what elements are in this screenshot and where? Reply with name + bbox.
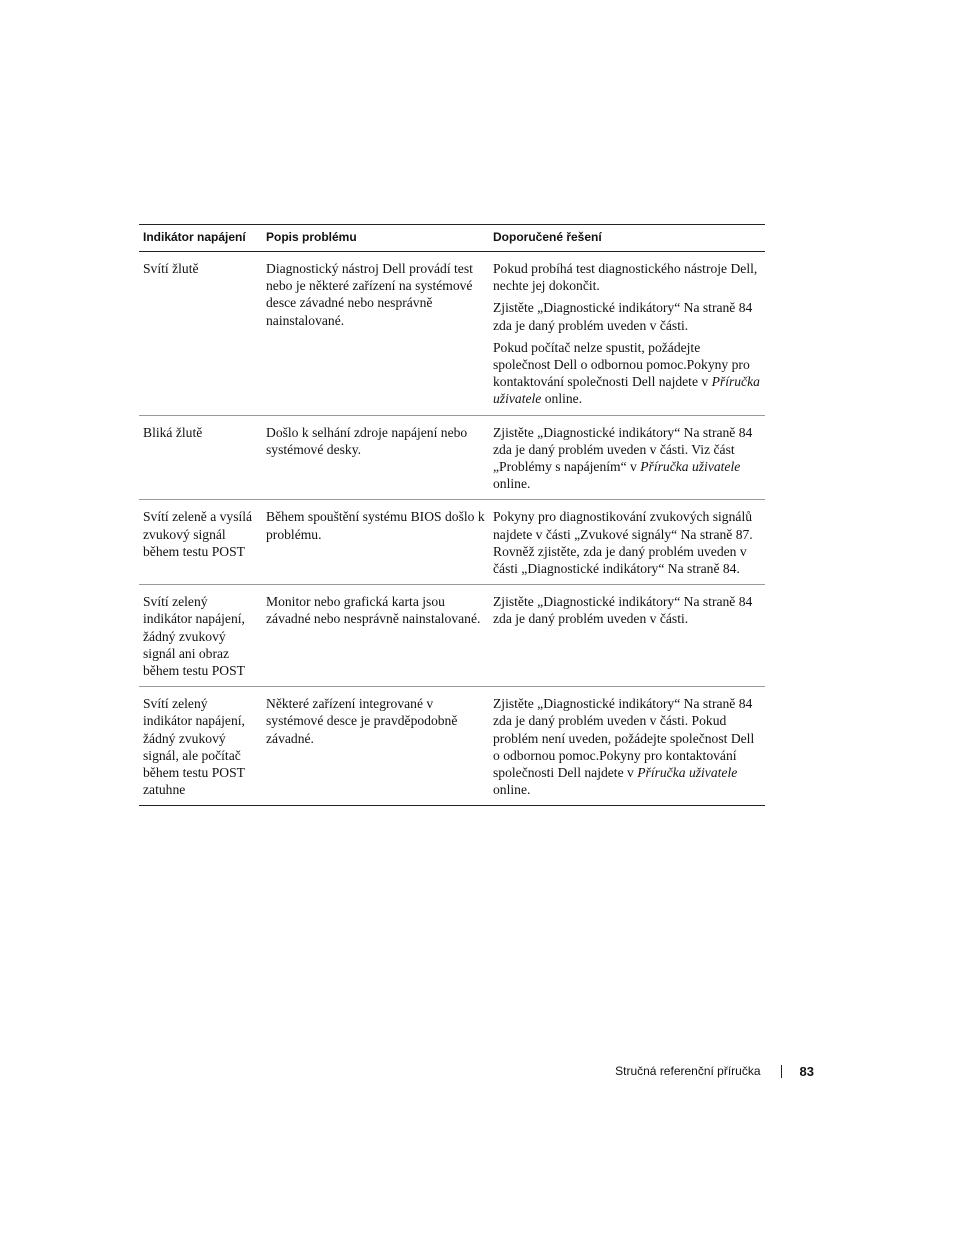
cell-problem: Diagnostický nástroj Dell provádí test nebo je některé zařízení na systémové desce závadné nebo nesprávně nainstalované. [262, 252, 489, 416]
cell-solution [489, 585, 765, 687]
solution-text: online. [493, 476, 531, 492]
table-row [139, 252, 765, 416]
footer-separator [781, 1065, 782, 1078]
solution-paragraph [493, 339, 761, 408]
table-row [139, 415, 765, 500]
solution-text: Zjistěte „Diagnostické indikátory“ Na straně 84 zda je daný problém uveden v části. Viz část „Problémy s napájením“ v [493, 424, 753, 475]
power-indicator-table [139, 224, 765, 806]
cell-indicator: Svítí zelený indikátor napájení, žádný zvukový signál ani obraz během testu POST [139, 585, 262, 687]
solution-reference: Příručka uživatele [637, 765, 738, 781]
solution-paragraph [493, 424, 761, 493]
solution-text: Zjistěte „Diagnostické indikátory“ Na straně 84 zda je daný problém uveden v části. Pokud problém není uveden, požádejte společnost Dell o odbornou pomoc.Pokyny pro kontaktování společnosti Dell najdete v [493, 696, 755, 781]
header-problem: Popis problému [262, 225, 489, 252]
solution-text: Pokud počítač nelze spustit, požádejte společnost Dell o odbornou pomoc.Pokyny pro kontaktování společnosti Dell najdete v [493, 339, 750, 390]
cell-indicator: Svítí zeleně a vysílá zvukový signál během testu POST [139, 500, 262, 585]
solution-reference: Příručka uživatele [640, 459, 741, 475]
cell-problem: Došlo k selhání zdroje napájení nebo systémové desky. [262, 415, 489, 500]
solution-paragraph [493, 508, 761, 577]
cell-solution [489, 415, 765, 500]
solution-text: Pokyny pro diagnostikování zvukových signálů najdete v části „Zvukové signály“ Na straně 87. Rovněž zjistěte, zda je daný problém uveden v části „Diagnostické indikátory“ Na straně 84. [493, 509, 753, 577]
solution-paragraph [493, 260, 761, 294]
solution-paragraph [493, 299, 761, 333]
table-header-row [139, 225, 765, 252]
solution-text: Zjistěte „Diagnostické indikátory“ Na straně 84 zda je daný problém uveden v části. [493, 594, 753, 627]
footer-title: Stručná referenční příručka [615, 1064, 761, 1078]
solution-paragraph [493, 593, 761, 627]
cell-problem: Během spouštění systému BIOS došlo k problému. [262, 500, 489, 585]
cell-solution [489, 500, 765, 585]
cell-solution [489, 687, 765, 806]
header-solution: Doporučené řešení [489, 225, 765, 252]
solution-text: Pokud probíhá test diagnostického nástroje Dell, nechte jej dokončit. [493, 261, 758, 294]
cell-indicator: Svítí žlutě [139, 252, 262, 416]
table-row [139, 585, 765, 687]
table-body [139, 252, 765, 806]
solution-text: online. [493, 782, 531, 798]
table-row [139, 500, 765, 585]
cell-problem: Některé zařízení integrované v systémové desce je pravděpodobně závadné. [262, 687, 489, 806]
cell-indicator: Svítí zelený indikátor napájení, žádný zvukový signál, ale počítač během testu POST zatuhne [139, 687, 262, 806]
table-row [139, 687, 765, 806]
header-indicator: Indikátor napájení [139, 225, 262, 252]
solution-paragraph [493, 695, 761, 798]
page-number: 83 [799, 1063, 814, 1079]
solution-text: online. [541, 391, 583, 407]
cell-problem: Monitor nebo grafická karta jsou závadné nebo nesprávně nainstalované. [262, 585, 489, 687]
cell-solution [489, 252, 765, 416]
solution-reference: Příručka uživatele [493, 374, 760, 407]
solution-text: Zjistěte „Diagnostické indikátory“ Na straně 84 zda je daný problém uveden v části. [493, 300, 753, 333]
cell-indicator: Bliká žlutě [139, 415, 262, 500]
page-footer [615, 1062, 814, 1080]
